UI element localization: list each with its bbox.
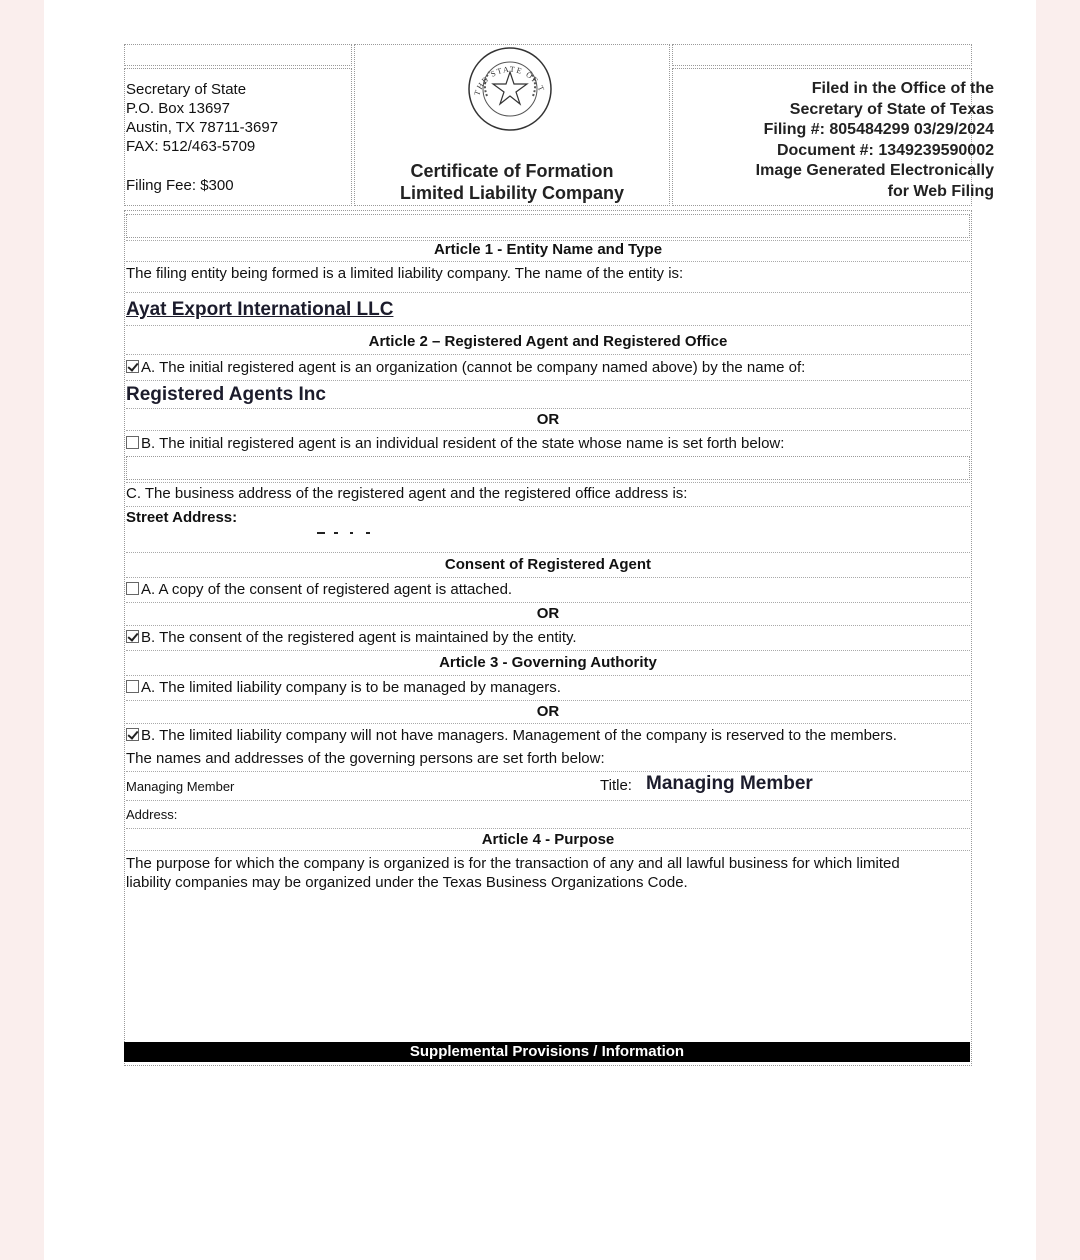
- consent-option-b: [126, 629, 577, 646]
- certificate-form: [122, 42, 1016, 1066]
- svg-text:THE STATE OF TEXAS: [467, 46, 547, 97]
- article3-or: OR: [536, 703, 560, 720]
- checkbox-consent-maintained[interactable]: [126, 630, 139, 643]
- checkbox-no-managers[interactable]: [126, 728, 139, 741]
- article2-option-b: [126, 435, 784, 452]
- entity-name: Ayat Export International LLC: [126, 299, 394, 320]
- filing-stamp-line: Filed in the Office of the: [811, 80, 994, 97]
- document-page: [44, 0, 1036, 1260]
- article3-option-b-label: B. The limited liability company will not have managers. Management of the company is reserved to the members.: [141, 727, 897, 744]
- supplemental-heading: Supplemental Provisions / Information: [124, 1042, 970, 1062]
- article2-option-b-label: B. The initial registered agent is an individual resident of the state whose name is set forth below:: [141, 435, 785, 452]
- certificate-title-line: Certificate of Formation: [410, 161, 614, 181]
- filing-stamp: [756, 79, 994, 203]
- filing-stamp-line: Secretary of State of Texas: [789, 100, 994, 118]
- registered-agent-name: Registered Agents Inc: [126, 384, 326, 405]
- filing-stamp-line: Image Generated Electronically: [755, 162, 994, 180]
- managing-member-label: Managing Member: [126, 779, 235, 794]
- spacer-row: [126, 214, 970, 238]
- consent-heading: Consent of Registered Agent: [444, 556, 652, 573]
- consent-option-a-label: A. A copy of the consent of registered agent is attached.: [141, 581, 513, 598]
- checkbox-agent-individual[interactable]: [126, 436, 139, 449]
- header-box-top-left: [124, 44, 352, 66]
- checkbox-managed-by-managers[interactable]: [126, 680, 139, 693]
- sos-address: [126, 80, 278, 156]
- article2-option-a: [126, 359, 805, 376]
- article2-option-a-label: A. The initial registered agent is an organization (cannot be company named above) by the name of:: [141, 359, 806, 376]
- sos-line: Secretary of State: [126, 81, 247, 98]
- article3-option-a: [126, 679, 561, 696]
- article4-text: [126, 854, 900, 892]
- article3-option-b: [126, 727, 897, 744]
- checkbox-agent-organization[interactable]: [126, 360, 139, 373]
- governing-persons-text: The names and addresses of the governing persons are set forth below:: [126, 750, 605, 767]
- consent-option-a: [126, 581, 512, 598]
- article4-text-line: liability companies may be organized under the Texas Business Organizations Code.: [126, 874, 688, 891]
- title-value: Managing Member: [646, 773, 813, 794]
- sos-line: FAX: 512/463-5709: [126, 138, 256, 155]
- article4-text-line: The purpose for which the company is organized is for the transaction of any and all lawful business for which limited: [126, 855, 900, 872]
- article3-heading: Article 3 - Governing Authority: [439, 654, 657, 671]
- article2-option-c: C. The business address of the registered agent and the registered office address is:: [126, 485, 688, 502]
- checkbox-consent-attached[interactable]: [126, 582, 139, 595]
- seal-text: THE STATE OF T: [472, 64, 547, 97]
- address-label: Address:: [126, 807, 178, 822]
- article1-text: The filing entity being formed is a limited liability company. The name of the entity is:: [126, 265, 684, 282]
- certificate-title-line: Limited Liability Company: [399, 183, 625, 203]
- article3-option-a-label: A. The limited liability company is to be managed by managers.: [141, 679, 561, 696]
- header-box-top-right: [672, 44, 972, 66]
- filing-stamp-line: Document #: 1349239590002: [776, 141, 994, 159]
- consent-option-b-label: B. The consent of the registered agent is maintained by the entity.: [141, 629, 577, 646]
- article1-heading: Article 1 - Entity Name and Type: [433, 241, 663, 258]
- filing-stamp-line: for Web Filing: [887, 182, 994, 200]
- article2-heading: Article 2 – Registered Agent and Registered Office: [368, 333, 728, 350]
- texas-seal-icon: [467, 46, 553, 132]
- article2-or: OR: [536, 411, 560, 428]
- consent-or: OR: [536, 605, 560, 622]
- street-address-label: Street Address:: [126, 509, 238, 522]
- title-label: Title:: [600, 777, 632, 794]
- article4-heading: Article 4 - Purpose: [481, 831, 615, 848]
- agent-individual-field: [126, 456, 970, 480]
- filing-stamp-line: Filing #: 805484299 03/29/2024: [763, 121, 994, 139]
- certificate-title: [354, 160, 670, 204]
- sos-line: P.O. Box 13697: [126, 100, 230, 117]
- sos-line: Austin, TX 78711-3697: [126, 119, 279, 136]
- filing-fee: Filing Fee: $300: [126, 177, 234, 194]
